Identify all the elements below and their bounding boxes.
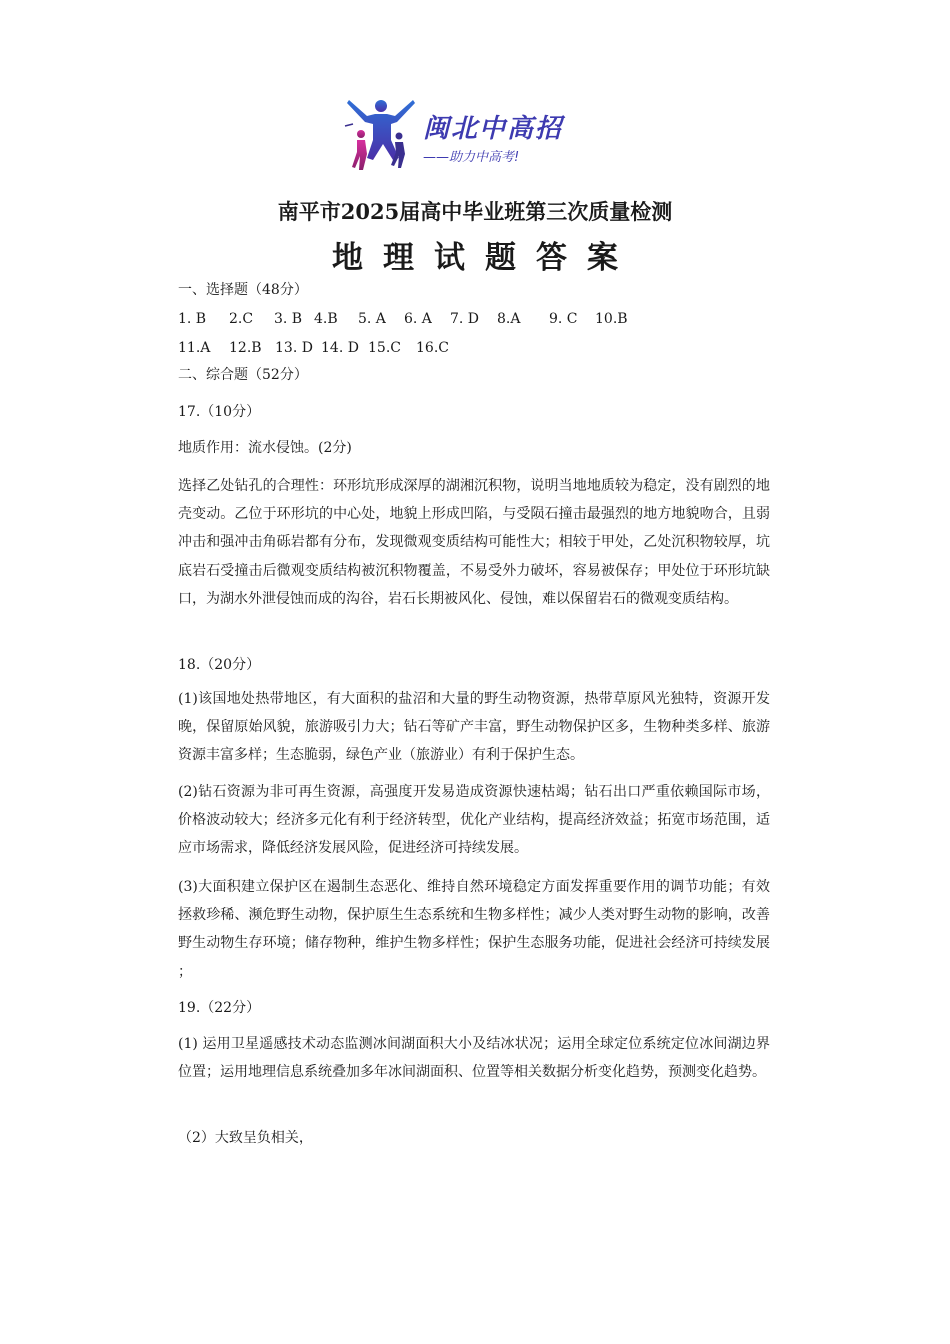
answer-item: 8.A — [497, 311, 521, 327]
answer-item: 11.A — [178, 340, 211, 356]
q19-part2: （2）大致呈负相关， — [178, 1130, 313, 1146]
answer-item: 9. C — [549, 311, 578, 327]
page-title: 南平市2025届高中毕业班第三次质量检测 — [277, 199, 673, 224]
q17-heading: 17.（10分） — [178, 404, 261, 420]
answer-item: 10.B — [595, 311, 628, 327]
q18-part2: (2)钻石资源为非可再生资源，高强度开发易造成资源快速枯竭；钻石出口严重依赖国际市场，价格波动较大；经济多元化有利于经济转型，优化产业结构，提高经济效益；拓宽市场范围，适应市场需求，降低经济发展风险，促进经济可持续发展。 — [178, 784, 770, 857]
answers-row-1 — [178, 309, 778, 329]
logo-slogan: ——助力中高考! — [423, 150, 520, 165]
section1-heading: 一、选择题（48分） — [178, 282, 308, 298]
q17-paragraph: 选择乙处钻孔的合理性：环形坑形成深厚的湖湘沉积物，说明当地地质较为稳定，没有剧烈的地壳变动。乙位于环形坑的中心处，地貌上形成凹陷，与受陨石撞击最强烈的地方地貌吻合，且弱冲击和强冲击角砾岩都有分布，发现微观变质结构可能性大；相较于甲处，乙处沉积物较厚，坑底岩石受撞击后微观变质结构被沉积物覆盖，不易受外力破坏，容易被保存；甲处位于环形坑缺口，为湖水外泄侵蚀而成的沟谷，岩石长期被风化、侵蚀，难以保留岩石的微观变质结构。 — [178, 478, 770, 607]
page-subtitle: 地理试题答案 — [332, 240, 638, 276]
answer-item: 12.B — [229, 340, 262, 356]
section2-heading: 二、综合题（52分） — [178, 367, 308, 383]
q18-part3: (3)大面积建立保护区在遏制生态恶化、维持自然环境稳定方面发挥重要作用的调节功能；有效拯救珍稀、濒危野生动物，保护原生生态系统和生物多样性；减少人类对野生动物的影响，改善野生动物生存环境；储存物种，维护生物多样性；保护生态服务功能，促进社会经济可持续发展 ； — [178, 879, 770, 980]
answers-row-2 — [178, 338, 778, 358]
answer-item: 6. A — [404, 311, 432, 327]
answer-item: 7. D — [450, 311, 480, 327]
answer-item: 13. D — [275, 340, 313, 356]
answer-item: 1. B — [178, 311, 207, 327]
q18-part1: (1)该国地处热带地区，有大面积的盐沼和大量的野生动物资源，热带草原风光独特，资源开发晚，保留原始风貌，旅游吸引力大；钻石等矿产丰富，野生动物保护区多，生物种类多样、旅游资源丰富多样；生态脆弱，绿色产业（旅游业）有利于保护生态。 — [178, 691, 770, 764]
answer-item: 14. D — [321, 340, 359, 356]
q19-heading: 19.（22分） — [178, 1000, 261, 1016]
answer-item: 16.C — [416, 340, 449, 356]
answer-item: 2.C — [229, 311, 254, 327]
answer-item: 4.B — [314, 311, 338, 327]
answer-item: 3. B — [274, 311, 303, 327]
runners-logo-icon — [343, 94, 419, 174]
q17-geologic-action: 地质作用：流水侵蚀。(2分) — [178, 440, 352, 456]
answer-item: 5. A — [358, 311, 386, 327]
q18-heading: 18.（20分） — [178, 657, 261, 673]
logo-name: 闽北中高招 — [423, 114, 564, 144]
answer-item: 15.C — [368, 340, 401, 356]
logo — [343, 94, 573, 174]
q19-part1: (1) 运用卫星遥感技术动态监测冰间湖面积大小及结冰状况；运用全球定位系统定位冰间湖边界位置；运用地理信息系统叠加多年冰间湖面积、位置等相关数据分析变化趋势，预测变化趋势。 — [178, 1036, 770, 1081]
